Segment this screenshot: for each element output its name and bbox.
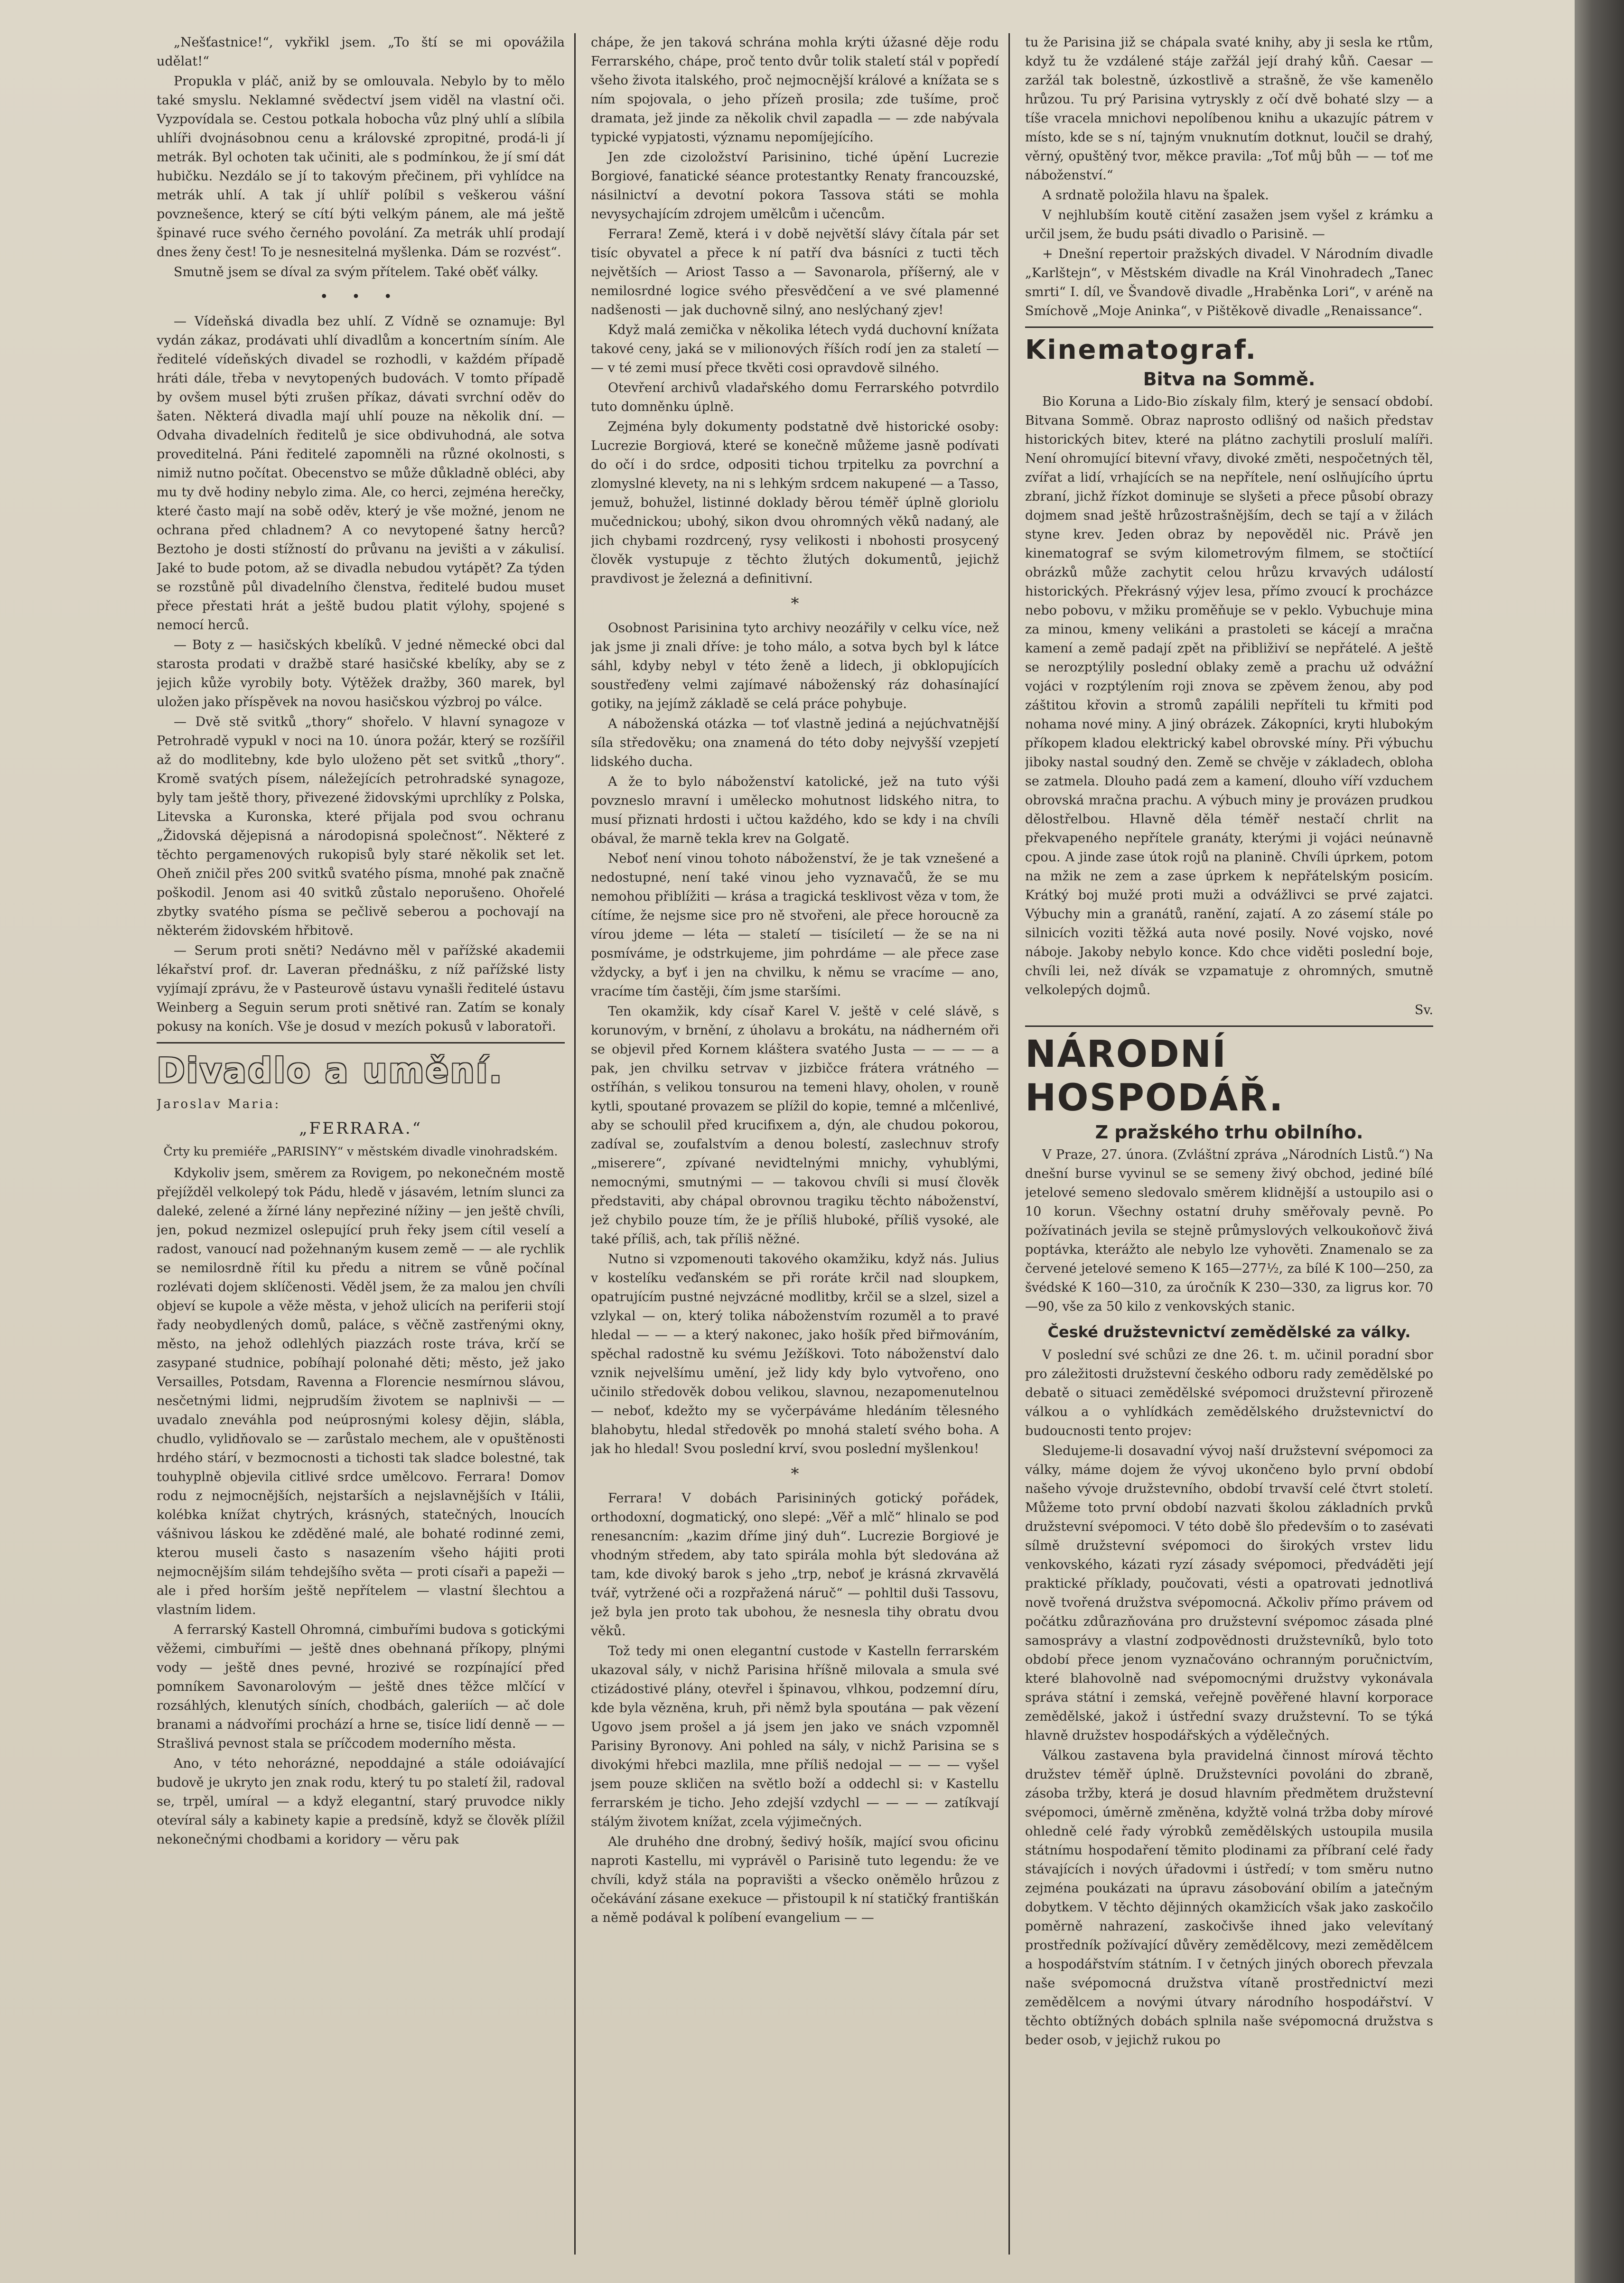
paragraph: A srdnatě položila hlavu na špalek. xyxy=(1042,188,1269,203)
article-heading-cooperatives: České družstevnictví zemědělské za války. xyxy=(1047,1323,1411,1341)
section-divider xyxy=(157,1042,565,1044)
separator-dots: • • • xyxy=(319,289,402,305)
column-1 xyxy=(157,33,565,2255)
paragraph: V Praze, 27. února. (Zvláštní zpráva „Národních Listů.“) Na dnešní burse vyvinul se se semeny živý obchod, jediné bílé jetelové semeno sledovalo směrem klidnější a ustoupilo asi o 10 korun. Všechny ostatní druhy směřovaly pevně. Po požívatinách jevila se stejně průmyslových velkoukoňovč živá poptávka, kterážto ale nebylo lze vyhověti. Znamenalo se za červené jetelové semeno K 165—277½, za bílé K 100—250, za švédské K 160—310, za úročník K 230—330, za ligrus kor. 70—90, vše za 50 kilo z venkovských stanic. xyxy=(1025,1147,1433,1314)
paragraph: Neboť není vinou tohoto náboženství, že je tak vznešené a nedostupné, není také vinou jeho vyznavačů, že se mu nemohou přiblížiti — krása a tragická tesklivost věza v tom, že cítíme, že nejsme sice pro ně stvořeni, ale přece horoucně za vírou jdeme — léta — staletí — tisíciletí — že se na ni posmíváme, je odstrkujeme, jim pohrdáme — ale přece zase vždycky, a byť i jen na chvilku, k němu se vracíme — ano, vracíme tím častěji, čím jsme staršími. xyxy=(591,851,999,999)
article-signature: Sv. xyxy=(1414,1003,1433,1017)
paragraph: Osobnost Parisinina tyto archivy neozářily v celku více, než jak jsme ji znali dříve: je toho málo, a sotva bych byl k látce sáhl, kdyby nebyl v této ženě a lidech, ji obklopujících soustřeďeny velmi zajímavé náboženský ráz dohasínající gotiky, na jejímž základě se celá práce pohybuje. xyxy=(591,621,999,711)
paragraph: Jen zde cizoložství Parisinino, tiché úpění Lucrezie Borgiové, fanatické séance protestantky Renaty francouzské, násilnictví a devotní pokora Tassova státi se mohla nevysychajícím zdrojem umělcům i učencům. xyxy=(591,150,999,222)
paragraph: Otevření archivů vladařského domu Ferrarského potvrdilo tuto domněnku úplně. xyxy=(591,381,999,414)
paragraph: Když malá zemička v několika létech vydá duchovní knížata takové ceny, jaká se v milionových říších rodí jen za staletí — — v té zemi musí přece tkvěti cosi opravdově silného. xyxy=(591,323,999,375)
paragraph: A náboženská otázka — toť vlastně jediná a nejúchvatnější síla středověku; ona znamená do této doby nejvyšší vzepjetí lidského ducha. xyxy=(591,717,999,769)
news-item-boots: — Boty z — hasičských kbelíků. V jedné německé obci dal starosta prodati v dražbě staré hasičské kbelíky, aby se z jejich kůže vyrobily boty. Výtěžek dražby, 360 marek, byl uložen jako příspěvek na novou hasičskou výzbroj po válce. xyxy=(157,638,565,709)
paragraph: Sledujeme-li dosavadní vývoj naší družstevní svépomoci za války, máme dojem že vývoj ukončeno bylo první období našeho vývoje družstevního, období trvavší celé čtvrt století. Můžeme toto první období nazvati školou základních prvků družstevní svépomoci. V této době šlo především o to zasévati sílmě družstevní svépomoci do širokých vrstev lidu venkovského, kázati ryzí zásady svépomoci, předváděti její praktické příklady, poučovati, vésti a opatrovati jednotlivá nově tvořená družstva svépomocná. Ačkoliv přímo právem od počátku zdůrazňována pro družstevní svépomoc zásada plné samosprávy a vlastní zodpovědnosti družstevníků, bylo toto období přece jenom vyznačováno ochranným poručnictvím, které blahovolně nad svépomocnými družstvy vykonávala správa státní i zemská, veřejně pověřené hlavní korporace zemědělské, jakož i ústřední svazy družstevní. To se týká hlavně družstev hospodářských a výdělečných. xyxy=(1025,1444,1433,1743)
article-byline: Jaroslav Maria: xyxy=(157,1097,281,1111)
paragraph: chápe, že jen taková schrána mohla krýti úžasné děje rodu Ferrarského, chápe, proč tento dvůr tolik staletí stál v popředí všeho života italského, proč nejmocnější králové a knížata se s ním spojovala, o jeho přízeň prosila; zde tušíme, proč dramata, jež jinde za několik chvil zapadla — — zde nabývala typické vypjatosti, významu nepomíjejícího. xyxy=(591,35,999,145)
paragraph: Bio Koruna a Lido-Bio získaly film, který je sensací období. Bitvana Sommě. Obraz naprosto odlišný od našich představ historických bitev, které na plátno zachytili proslulí malíři. Není ohromující bitevní vřavy, divoké změti, nespočetných těl, zvířat a lidí, vrhajících se na nepřítele, není oslňujícího úprtu zbraní, jichž řízkot dominuje se slyšeti a přece působí obrazy dojmem snad ještě hrůzostrašnějším, dech se tají a v žilách styne krev. Jeden obraz by nepověděl nic. Právě jen kinematograf se svým kilometrovým filmem, se stočtiící obrázků může zachytit celou hrůzu krvavých událostí historických. Překrásný výjev lesa, přímo zvoucí k procházce nebo pobovu, v mžiku proměňuje se v peklo. Vybuchuje mina za minou, kmeny velikáni a prastoleti se kácejí a mračna kamení a země padají zpět na přibliživí se nepřátelé. A ještě se nerozptýlily poslední oblaky země a prachu už odvážní vojáci v rozptýlením roji znova se zpěvem ženou, aby pod záštitou křovin a stromů zapálili nepříteli tu křmiti pod nohama nové miny. A jiný obrázek. Zákopníci, kryti hlubokým příkopem kladou elektrický kabel obrovské míny. Při výbuchu jiboky nastal soudný den. Země se chvěje v základech, obloha se zatmela. Dlouho padá zem a kamení, dlouho víří vzduchem obrovská mračna prachu. A výbuch miny je provázen prudkou dělostřelbou. Hlavně děla téměř nestačí chrlit na překvapeného nepřítele granáty, kterými ji vojáci neúnavně cpou. A jinde zase útok rojů na planině. Chvíli úprkem, potom na mžik ne zem a zase úprkem k nepřátelským posicím. Krátký boj mužé proti muži a odvážlivci se prvé zajatci. Výbuchy min a granátů, ranění, zajatí. A zo zásemí stále po silnicích voziti těžká auta nové posily. Nové vojsko, nové náboje. Jakoby nebylo konce. Kdo chce viděti poslední boje, chvíli lei, než dívák se vzpamatuje z ohromných, smutně velkolepých dojmů. xyxy=(1025,394,1433,997)
article-title: „FERRARA.“ xyxy=(299,1119,423,1138)
section-title-kinematograf: Kinematograf. xyxy=(1025,335,1257,365)
news-item-thora: — Dvě stě svitků „thory“ shořelo. V hlavní synagoze v Petrohradě vypukl v noci na 10. února požár, který se rozšířil až do modlitebny, kde bylo uloženo pět set svitků „thory“. Kromě svatých písem, náležejících petrohradské synagoze, byly tam ještě thory, přivezené židovskými uprchlíky z Polska, Litevska a Kuronska, které přijala pod svou ochranu „Židovská dějepisná a národopisná společnost“. Některé z těchto pergamenových rukopisů byly staré několik set let. Oheň zničil přes 200 svitků svatého písma, mnohé pak značně poškodil. Jenom asi 40 svitků zůstalo neporušeno. Ohořelé zbytky svatého písma se pečlivě seberou a pochovají na některém židovském hřbitově. xyxy=(157,715,565,938)
paragraph: Propukla v pláč, aniž by se omlouvala. Nebylo by to mělo také smyslu. Neklamné svědectví jsem viděl na vlastní oči. Vyzpovídala se. Cestou potkala hobocha vůz plný uhlí a slíbila uhlíři dvojnásobnou cenu a královské zpropitné, prodá-li jí metrák. Byl ochoten tak učiniti, ale s podmínkou, že jí smí dát hubičku. Nezdálo se jí to takovým přečinem, při vyhlídce na metrák uhlí. A tak jí uhlíř políbil s veškerou vášní povznešence, který se cítí býti velkým pánem, ale má ještě špinavé ruce svého černého povolání. Za metrák uhlí prodají dnes ženy čest! To je nesnesitelná myšlenka. Dám se rozvést“. xyxy=(157,74,565,260)
news-item-repertoire: + Dnešní repertoir pražských divadel. V Národním divadle „Karlštejn“, v Městském divadle na Král Vinohradech „Tanec smrti“ I. díl, ve Švandově divadle „Hraběnka Lori“, v aréně na Smíchově „Moje Aninka“, v Pištěkově divadle „Renaissance“. xyxy=(1025,247,1433,318)
section-divider xyxy=(1025,1025,1433,1027)
paragraph: Ale druhého dne drobný, šedivý hošík, mající svou oficinu naproti Kastellu, mi vyprávěl o Parisině tuto legendu: že ve chvíli, když stála na popravišti a všecko oněmělo hrůzou z očekávání zásane exekuce — přistoupil k ní statičký františkán a němě podával k políbení evangelium — — xyxy=(591,1835,999,1925)
paragraph: Ano, v této nehorázné, nepoddajné a stále odoiávající budově je ukryto jen znak rodu, který tu po staletí žil, radoval se, trpěl, umíral — a když elegantní, starý pruvodce nikly otevíral sály a kabinety kapie a predsíně, když se člověk plížil nekonečnými chodbami a koridory — věru pak xyxy=(157,1756,565,1847)
separator-star: * xyxy=(791,594,799,613)
news-item-vienna-theatres: — Vídeňská divadla bez uhlí. Z Vídně se oznamuje: Byl vydán zákaz, prodávati uhlí divadlům a koncertním síním. Ale ředitelé vídeňských divadel se rozhodli, v každém případě hráti dále, třeba v nevytopených budovách. V tomto případě by ovšem musel býti zrušen příkaz, dávati svrchní oděv do šaten. Některá divadla mají uhlí pouze na několik dní. — Odvaha divadelních ředitelů je sice obdivuhodná, ale sotva proveditelná. Páni ředitelé zapomněli na různé okolnosti, s nimiž nutno počítat. Obecenstvo se může důkladně obléci, aby mu ty dvě hodiny nebylo zima. Ale, co herci, zejména herečky, které často mají na sobě oděv, který je vše možné, jenom ne ochrana před chladnem? A co nevytopené šatny herců? Beztoho je dosti stížností do průvanu na jevišti a v zákulisí. Jaké to bude potom, až se divadla nebudou vytápět? Za týden se rozstůně půl divadelního členstva, ředitelé budou muset přece přestati hrát a ještě budou platit výlohy, spojené s nemocí herců. xyxy=(157,314,565,633)
section-divider xyxy=(1025,326,1433,328)
article-subtitle: Črty ku premiéře „PARISINY“ v městském divadle vinohradském. xyxy=(163,1145,558,1158)
paragraph: Nutno si vzpomenouti takového okamžiku, když nás. Julius v kostelíku veďanském se při roráte krčil nad sloupkem, opatrujícím pustné nejvzácné modlitby, krčil se a slzel, sizel a vzlykal — on, který tolika náboženstvím rozuměl a to pravé hledal — — — a který nakonec, jako hošík před biřmováním, spěchal radostně ku svému Ježíškovi. Toto náboženství dalo vznik nejvelšímu umění, jež lidy kdy bylo vytvořeno, ono učinilo středověk dobou velikou, slavnou, nezapomenutelnou — neboť, kdežto my se vyčerpáváme hledáním tělesného blahobytu, hledal středověk po mnohá staletí svého boha. A jak ho hledal! Svou poslední krví, svou poslední myšlenkou! xyxy=(591,1252,999,1456)
paragraph: Ferrara! V dobách Parisininých gotický pořádek, orthodoxní, dogmatický, ono slepé: „Věř a mlč“ hlinalo se pod renesancním: „kazim dříme jiný duh“. Lucrezie Borgiové je vhodným středem, aby tato spirála mohla být sledována až tam, kde divoký barok s jeho „trp, neboť je krásná zkrvavělá tvář, vytržené oči a rozpřažená náruč“ — pohltil duši Tassovu, jež byla jen proto tak ubohou, že nesnesla tihy obratu dvou věků. xyxy=(591,1491,999,1639)
paragraph: A ferrarský Kastell Ohromná, cimbuřími budova s gotickými věžemi, cimbuřími — ještě dnes obehnaná příkopy, plnými vody — ještě dnes pevné, hrozivé se rozpínající před pomníkem Savonarolovým — ještě dnes těžce mlčící v rozsáhlých, klenutých síních, chodbách, galeriích — ač dole branami a nádvořími prochází a hrne se, tisíce lidí denně — — Strašlivá pevnost stala se príčcodem moderního města. xyxy=(157,1622,565,1751)
paragraph: V poslední své schůzi ze dne 26. t. m. učinil poradní sbor pro záležitosti družstevní českého odboru rady zemědělské po debatě o situaci zemědělské svépomoci družstevní přirozeně válkou a o vyhlídkách zemědělského družstevnictví do budoucnosti tento projev: xyxy=(1025,1348,1433,1438)
paragraph: Tož tedy mi onen elegantní custode v Kastelln ferrarském ukazoval sály, v nichž Parisina hříšně milovala a smula své ctizádostivé plány, otevřel i špinavou, vlhkou, podzemní díru, kde byla vězněna, kruh, při němž byla spoutána — pak vězení Ugovo jsem prošel a já jsem jen jako ve snách vzpomněl Parisiny Byronovy. Ani pohled na sály, v nichž Parisina se s divokými hřebci mazlila, mne příliš nedojal — — — — vyšel jsem pouze skličen na světlo boží a oddechl si: v Kastellu ferrarském je ticho. Jeho zdejší vzdychl — — — — zatíkvají stálým životem knížat, zcela výjimečných. xyxy=(591,1644,999,1829)
paragraph: V nejhlubším koutě citění zasažen jsem vyšel z krámku a určil jsem, že budu psáti divadlo o Parisině. — xyxy=(1025,208,1433,242)
column-2 xyxy=(591,33,999,2255)
paragraph: Kdykoliv jsem, směrem za Rovigem, po nekonečném mostě přejížděl velkolepý tok Pádu, hledě v jásavém, letním slunci za daleké, zelené a žírné lány nepřeziné nížiny — jen ještě chvíli, jen, pokud nezmizel oslepující pruh řeky jsem cítil veselí a radost, vanoucí nad požehnaným kusem země — — ale rychlik se nemilosrdně řítil ku předu a nitrem se vůně počínal rozlévati dojem sklíčenosti. Věděl jsem, že za malou jen chvíli objeví se kupole a věže města, v jehož ulicích na periferii stojí řady neobydlených domů, paláce, s věčně zastřenými okny, město, na jehož odlehlých piazzách roste tráva, krčí se zasypané studnice, pobíhají polonahé děti; město, jež jako Versailles, Potsdam, Ravenna a Florencie nesmírnou slávou, nesčetnými lidmi, nejprudším životem se naplnivši — — uvadalo zneváhla pod neúprosnými kolesy dějin, slábla, chudlo, vylidňovalo se — zarůstalo mechem, ale v opuštěnosti hrdého stárí, v bezmocnosti a tichosti tak sladce bolestné, tak touhyplně objevila citlivé srdce umělcovo. Ferrara! Domov rodu z nejmocnějších, nejstarších a nejslavnějších v Itálii, kolébka knížat chytrých, krásných, statečných, lnoucích vášnivou láskou ke zděděné malé, ale bohaté rodinné zemi, kterou museli často s nasazením všeho hájiti proti nejmocnějším silám tehdejšího světa — proti císaři a papeži — ale i před horším ještě nepřítelem — vlastní šlechtou a vlastním lidem. xyxy=(157,1166,565,1617)
paragraph: Ten okamžik, kdy císař Karel V. ještě v celé slávě, s korunovým, v brnění, z úholavu a brokátu, na nádherném oři se objevil před Kornem kláštera svatého Justa — — — — a pak, jen chvilku setrvav v jizbičce frátera vrátného — ostříhán, s velikou tonsurou na temeni hlavy, oholen, v rouně kytli, spoutané provazem se plížil do kopie, temné a mlčenlivé, aby se schoulil před krucifixem a, dýn, ale chudou pokorou, zadíval se, zoufalstvím a denou bolestí, zaslechnuv strofy „miserere“, zpívané nevidtelnými mnichy, vyhublými, nemocnými, smutnými — — takovou chvíli si musí člověk představiti, aby chápal obrovnou tragiku těchto náboženství, jež chybilo pouze tím, že je příliš hluboké, příliš vysoké, ale také příliš, ach, tak příliš něžné. xyxy=(591,1004,999,1247)
column-3 xyxy=(1025,33,1433,2255)
paragraph: A že to bylo náboženství katolické, jež na tuto výši povzneslo mravní i umělecko mohutnost lidského nitra, to musí přiznati hrdosti i učtou každého, kdo se kdy i na chvíli obával, že marně tekla krev na Golgatě. xyxy=(591,774,999,846)
paragraph: Ferrara! Země, která i v době největší slávy čítala pár set tisíc obyvatel a přece k ní patří dva básníci z tucti těch největších — Ariost Tasso a — Savonarola, příšerný, ale v nemilosrdné logice svého přesvědčení a ve své plamenné nadšenosti — jak duchovně silný, ano neslýchaný zjev! xyxy=(591,227,999,317)
paragraph: tu že Parisina již se chápala svaté knihy, aby ji sesla ke rtům, když tu že vzdálené stáje zařžál její drahý kůň. Caesar — zaržál tak bolestně, úzkostlivě a strašně, že vše kamenělo hrůzou. Tu prý Parisina vytryskly z očí dvě bohaté slzy — a tíše vracela mnichovi nepolíbenou knihu a ukazujíc pátrem v místo, kde se s ní, tajným vnuknutím dotknut, loučil se drahý, věrný, opuštěný tvor, měkce pravila: „Toť můj bůh — — toť me náboženství.“ xyxy=(1025,35,1433,183)
page-edge-shadow xyxy=(1575,0,1624,2283)
paragraph: „Nešťastnice!“, vykřikl jsem. „To ští se mi opovážila udělat!“ xyxy=(157,35,565,69)
news-item-serum: — Serum proti sněti? Nedávno měl v pařížské akademii lékařství prof. dr. Laveran přednášku, z níž pařížské listy vyjímají zprávu, že v Pasteurově ústavu vynašli ředitelé ústavu Weinberg a Seguin serum proti snětivé ran. Zatím se konaly pokusy na koních. Vše je dosud v mezích pokusů v laboratoři. xyxy=(157,943,565,1034)
paragraph: Smutně jsem se díval za svým přítelem. Také oběť války. xyxy=(174,265,539,280)
separator-star: * xyxy=(791,1464,799,1483)
column-rule-1 xyxy=(574,33,576,2255)
section-title-theatre: Divadlo a umění. xyxy=(157,1051,504,1090)
paragraph: Válkou zastavena byla pravidelná činnost mírová těchto družstev téměř úplně. Družstevníci povoláni do zbraně, zásoba tržby, která je dosud hlavním předmětem družstevní svépomoci, úměrně změněna, kdyžtě volná tržba doby mírové ohledně celé řady výrobků zemědělských ustoupila musila státnímu hospodaření těmito plodinami za příbraní celé řady stávajících i nových úřadovmi i ústředí; v tom směru nutno zejména poukázati na úpravu zásobování obilím a jatečným dobytkem. V těchto dějinných okamžicích však jako zaskočilo poměrně nahrazení, zaskočivše ihned jako velevítaný prostředník požívající důvěry zemědělcovy, mezi zemědělcem a hospodářstvím státním. I v četných jiných oborech převzala naše svépomocná družstva vítaně prostřednictví mezi zemědělcem a novými útvary národního hospodářství. V těchto obtížných dobách splnila naše svépomocná družstva s beder osob, v jejichž rukou po xyxy=(1025,1748,1433,2048)
column-rule-2 xyxy=(1008,33,1010,2255)
article-heading-somme: Bitva na Sommě. xyxy=(1143,369,1316,390)
section-title-narodni-hospodar: NÁRODNÍ HOSPODÁŘ. xyxy=(1025,1033,1284,1119)
paragraph: Zejména byly dokumenty podstatně dvě historické osoby: Lucrezie Borgiová, které se konečně můžeme jasně podívati do očí i do srdce, odpositi tichou trpitelku za povrchní a zlomyslné klevety, na ni s lehkým srdcem nakupené — a Tasso, jemuž, bohužel, listinné doklady běrou téměř úplně gloriolu mučednickou; ubohý, sikon dvou ohromných věků nadaný, ale jich chybami rozdrcený, rysy velikosti i nbohosti prosycený člověk vystupuje z těchto žlutých dokumentů, jejichž pravdivost je železná a definitivní. xyxy=(591,419,999,586)
article-heading-grain-market: Z pražského trhu obilního. xyxy=(1095,1122,1363,1143)
